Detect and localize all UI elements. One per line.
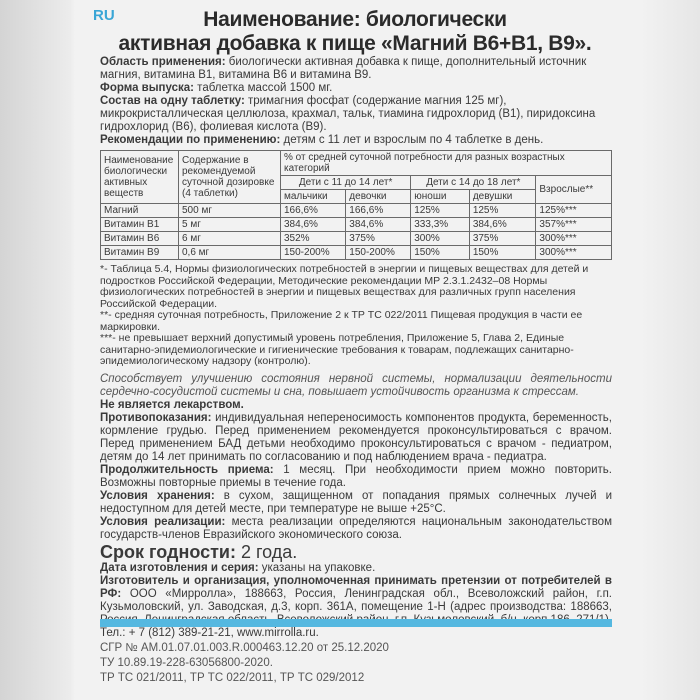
area-paragraph	[100, 56, 612, 82]
table-row	[101, 232, 612, 246]
table-row	[101, 218, 612, 232]
cell-value: 150-200%	[346, 246, 411, 260]
area-label: Область применения:	[100, 56, 226, 68]
sales-label: Условия реализации:	[100, 515, 226, 528]
footnote-3: ***- не превышает верхний допустимый уровень потребления, Приложение 5, Глава 2, Единые санитарно-эпидемиологические и гигиенические требования к товарам, подлежащих санитарно-эпидемиологическому надзору (контролю).	[100, 332, 574, 367]
cell-value: 125%	[469, 204, 536, 218]
shelf-paragraph	[100, 542, 612, 562]
manufacture-text: указаны на упаковке.	[258, 561, 376, 574]
sales-paragraph	[100, 516, 612, 542]
cell-name: Витамин B9	[101, 246, 179, 260]
recommend-label: Рекомендации по применению:	[100, 134, 281, 146]
cell-value: 352%	[281, 232, 346, 246]
label-content	[100, 56, 612, 640]
product-title	[100, 8, 610, 56]
storage-text: в сухом, защищенном от попадания прямых солнечных лучей и недоступном для детей месте, при температуре не выше +25°С.	[100, 489, 612, 515]
cell-value: 300%***	[536, 246, 612, 260]
header-kids-14: Дети с 14 до 18 лет*	[411, 176, 536, 190]
cell-name: Магний	[101, 204, 179, 218]
header-content: Содержание в рекомендуемой суточной дозировке (4 таблетки)	[179, 151, 281, 204]
cell-value: 166,6%	[346, 204, 411, 218]
title-line-2: активная добавка к пище «Магний B6+B1, B9».	[118, 32, 592, 55]
manufacture-paragraph	[100, 562, 612, 575]
composition-paragraph	[100, 95, 612, 134]
cert-line-2: ТУ 10.89.19-228-63056800-2020.	[100, 657, 273, 669]
area-text: биологически активная добавка к пище, дополнительный источник магния, витамина B1, витамина B6 и витамина B9.	[100, 56, 587, 81]
shelf-text: 2 года.	[235, 541, 298, 562]
cell-value: 150%	[469, 246, 536, 260]
cell-amount: 6 мг	[179, 232, 281, 246]
contra-paragraph	[100, 412, 612, 464]
composition-label: Состав на одну таблетку:	[100, 95, 245, 107]
footnotes	[100, 264, 612, 368]
accent-strip	[100, 619, 612, 627]
header-boys: мальчики	[281, 190, 346, 204]
cell-value: 384,6%	[281, 218, 346, 232]
header-kids-11: Дети с 11 до 14 лет*	[281, 176, 411, 190]
storage-label: Условия хранения:	[100, 489, 215, 502]
form-text: таблетка массой 1500 мг.	[193, 82, 333, 94]
title-line-1: Наименование: биологически	[203, 8, 507, 31]
cell-value: 150%	[411, 246, 470, 260]
header-girls: девочки	[346, 190, 411, 204]
cell-value: 125%***	[536, 204, 612, 218]
footnote-2: **- средняя суточная потребность, Приложение 2 к ТР ТС 022/2011 Пищевая продукция в части ее маркировки.	[100, 309, 583, 333]
duration-paragraph	[100, 464, 612, 490]
contra-text: индивидуальная непереносимость компонентов продукта, беременность, кормление грудью. Перед применением рекомендуется проконсультироваться с врачом. Перед применением БАД детьми необходимо проконсультироваться с врачом - педиатром, детям до 14 лет принимать по согласованию и под наблюдением врача - педиатра.	[100, 411, 612, 463]
producer-text: ООО «Мирролла», 188663, Россия, Ленинградская обл., Всеволожский район, г.п. Кузьмоловский, ул. Заводская, д.3, корп. 361А, помещение 1-Н (адрес производства: 188663, Тел.: + 7 (812) 389-21-21, www.mirrolla.ru.	[100, 587, 612, 639]
cert-line-1: СГР № АМ.01.07.01.003.R.000463.12.20 от 25.12.2020	[100, 642, 389, 654]
cell-value: 125%	[411, 204, 470, 218]
promo-text: Способствует улучшению состояния нервной системы, нормализации деятельности сердечно-сосудистой системы и сна, повышает устойчивость организма к стрессам.	[100, 372, 612, 398]
producer-label: Изготовитель и организация, уполномоченная принимать претензии от потребителей в РФ:	[100, 574, 612, 600]
storage-paragraph	[100, 490, 612, 516]
cell-amount: 5 мг	[179, 218, 281, 232]
duration-label: Продолжительность приема:	[100, 463, 274, 476]
header-youths: юноши	[411, 190, 470, 204]
cell-value: 300%	[411, 232, 470, 246]
cell-value: 333,3%	[411, 218, 470, 232]
table-row	[101, 246, 612, 260]
manufacture-label: Дата изготовления и серия:	[100, 561, 259, 574]
shelf-label: Срок годности:	[100, 541, 236, 562]
header-name: Наименование биологически активных веществ	[101, 151, 179, 204]
certification-block	[100, 641, 612, 686]
form-label: Форма выпуска:	[100, 82, 194, 94]
producer-paragraph	[100, 575, 612, 640]
cell-name: Витамин B1	[101, 218, 179, 232]
header-girls-2: девушки	[469, 190, 536, 204]
cell-amount: 0,6 мг	[179, 246, 281, 260]
language-label: RU	[93, 7, 115, 24]
cell-value: 384,6%	[469, 218, 536, 232]
table-row	[101, 204, 612, 218]
header-adults: Взрослые**	[536, 176, 612, 204]
cell-value: 150-200%	[281, 246, 346, 260]
duration-text: 1 месяц. При необходимости прием можно повторить. Возможны повторные приемы в течение года.	[100, 463, 612, 489]
cell-value: 375%	[469, 232, 536, 246]
cell-name: Витамин B6	[101, 232, 179, 246]
nutrition-table	[100, 150, 612, 260]
contra-label: Противопоказания:	[100, 411, 212, 424]
footnote-1: *- Таблица 5.4, Нормы физиологических потребностей в энергии и пищевых веществах для детей и подростков Российской Федерации, Методические рекомендации МР 2.3.1.2432–08 Нормы физиологических потребностей в энергии и пищевых веществах для различных групп населения Российской Федерации.	[100, 263, 589, 310]
cell-value: 166,6%	[281, 204, 346, 218]
cell-value: 375%	[346, 232, 411, 246]
not-medicine-text: Не является лекарством.	[100, 398, 244, 411]
cell-value: 384,6%	[346, 218, 411, 232]
recommend-text: детям с 11 лет и взрослым по 4 таблетке в день.	[280, 134, 544, 146]
composition-text: тримагния фосфат (содержание магния 125 мг), микрокристаллическая целлюлоза, крахмал, тальк, тиамина гидрохлорид (B1), пиридоксина гидрохлорид (B6), фолиевая кислота (B9).	[100, 95, 596, 133]
cell-amount: 500 мг	[179, 204, 281, 218]
form-paragraph	[100, 82, 612, 95]
cell-value: 300%***	[536, 232, 612, 246]
sales-text: места реализации определяются национальным законодательством государств-членов Евразийского экономического союза.	[100, 515, 612, 541]
header-percent: % от средней суточной потребности для разных возрастных категорий	[281, 151, 612, 176]
cell-value: 357%***	[536, 218, 612, 232]
cert-line-3: ТР ТС 021/2011, ТР ТС 022/2011, ТР ТС 029/2012	[100, 672, 365, 684]
recommend-paragraph	[100, 134, 612, 147]
table-header-row	[101, 151, 612, 176]
